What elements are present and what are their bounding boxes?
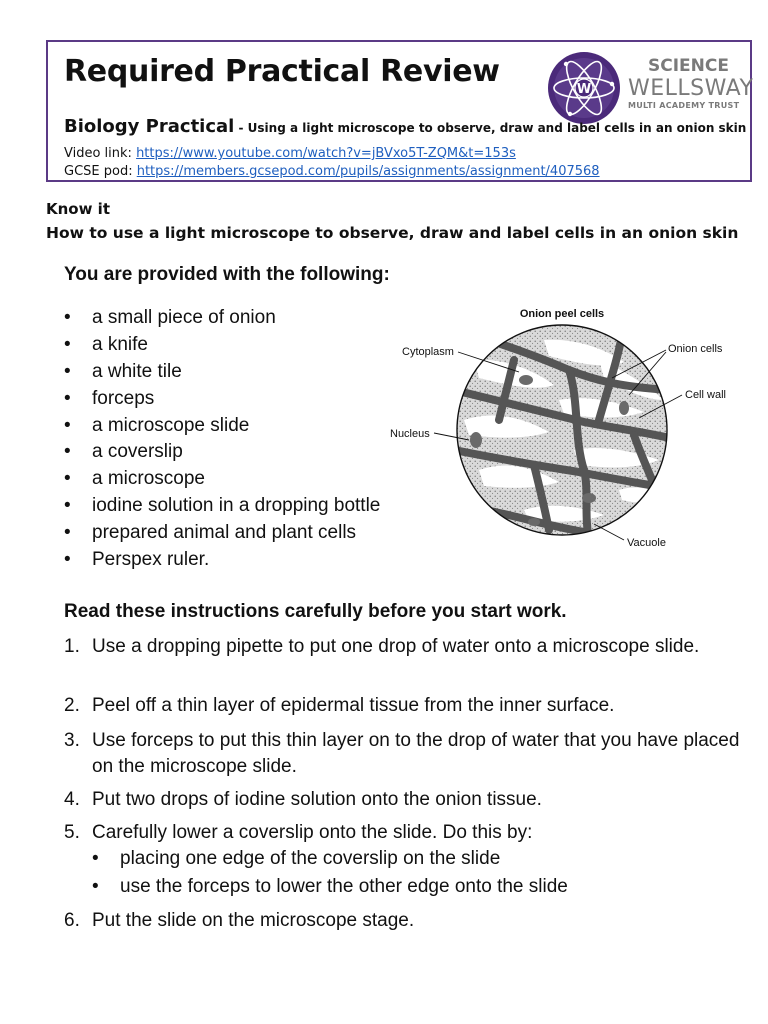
science-wellsway-logo — [546, 50, 754, 126]
list-item — [64, 440, 380, 467]
step-number: 6. — [64, 910, 80, 931]
gcse-link-line — [64, 164, 600, 179]
label-onion-cells: Onion cells — [668, 343, 723, 355]
bullet: • — [64, 468, 71, 490]
provided-list — [64, 306, 380, 575]
step-number: 5. — [64, 822, 80, 843]
list-item-text: a coverslip — [92, 441, 183, 463]
list-item — [64, 467, 380, 494]
know-it-description: How to use a light microscope to observe, draw and label cells in an onion skin — [46, 224, 739, 242]
gcse-pod-link[interactable]: https://members.gcsepod.com/pupils/assignments/assignment/407568 — [136, 164, 600, 179]
sub-item-text: placing one edge of the coverslip on the slide — [120, 848, 501, 869]
bullet: • — [64, 495, 71, 517]
bullet: • — [64, 333, 71, 355]
step-text: Use a dropping pipette to put one drop of water onto a microscope slide. — [92, 636, 700, 657]
onion-cells-diagram — [384, 300, 768, 560]
logo-wellsway: WELLSWAY — [628, 76, 754, 101]
step-5-sub-item-1 — [92, 848, 500, 870]
step-text: Use forceps to put this thin layer on to the drop of water that you have placed on the microscope slide. — [92, 730, 740, 777]
list-item — [64, 521, 380, 548]
logo-trust: MULTI ACADEMY TRUST — [628, 101, 740, 110]
cell-view — [454, 320, 679, 540]
list-item — [64, 387, 380, 414]
list-item-text: a white tile — [92, 360, 182, 382]
bullet: • — [92, 848, 99, 869]
list-item-text: a small piece of onion — [92, 307, 276, 328]
bullet: • — [64, 549, 71, 571]
step-text: Put the slide on the microscope stage. — [92, 910, 415, 931]
step-number: 4. — [64, 789, 80, 810]
bullet: • — [64, 387, 71, 409]
step-number: 2. — [64, 695, 80, 716]
badge-letter: W — [576, 82, 592, 97]
list-item — [64, 548, 380, 575]
step-number: 3. — [64, 730, 80, 751]
list-item-text: iodine solution in a dropping bottle — [92, 495, 381, 517]
list-item — [64, 306, 380, 333]
logo-text — [628, 56, 753, 110]
provided-heading: You are provided with the following: — [64, 264, 390, 285]
step-5-sub-item-2 — [92, 876, 568, 898]
bullet: • — [92, 876, 99, 897]
header-box — [46, 40, 752, 182]
diagram-title: Onion peel cells — [519, 308, 605, 320]
bullet: • — [64, 414, 71, 436]
bullet: • — [64, 307, 71, 328]
atom-logo-icon — [546, 50, 624, 126]
bullet: • — [64, 360, 71, 382]
bullet: • — [64, 441, 71, 463]
step-text: Peel off a thin layer of epidermal tissue from the inner surface. — [92, 695, 615, 716]
list-item — [64, 333, 380, 360]
step-text: Put two drops of iodine solution onto the onion tissue. — [92, 789, 542, 810]
logo-science: SCIENCE — [648, 56, 729, 76]
instructions-heading: Read these instructions carefully before you start work. — [64, 601, 567, 622]
list-item-text: prepared animal and plant cells — [92, 522, 357, 544]
video-link-label: Video link: — [64, 146, 137, 161]
subtitle-line — [64, 116, 746, 137]
gcse-link-label: GCSE pod: — [64, 164, 137, 179]
video-link-line — [64, 146, 516, 161]
label-nucleus: Nucleus — [390, 428, 430, 440]
bullet: • — [64, 522, 71, 544]
list-item — [64, 360, 380, 387]
page-title: Required Practical Review — [64, 54, 500, 89]
list-item-text: Perspex ruler. — [92, 549, 210, 571]
list-item-text: a knife — [92, 333, 148, 355]
step-text: Carefully lower a coverslip onto the slide. Do this by: — [92, 822, 533, 843]
subtitle-main: Biology Practical — [64, 116, 235, 137]
list-item-text: a microscope slide — [92, 414, 250, 436]
list-item-text: forceps — [92, 387, 155, 409]
know-it-heading: Know it — [46, 200, 110, 218]
list-item — [64, 414, 380, 441]
step-number: 1. — [64, 636, 80, 657]
label-cytoplasm: Cytoplasm — [402, 346, 454, 358]
video-link[interactable]: https://www.youtube.com/watch?v=jBVxo5T-ZQM&t=153s — [136, 146, 516, 161]
subtitle-description: - Using a light microscope to observe, draw and label cells in an onion skin — [234, 121, 747, 135]
label-cell-wall: Cell wall — [685, 389, 726, 401]
list-item — [64, 494, 380, 521]
label-vacuole: Vacuole — [627, 537, 666, 549]
list-item-text: a microscope — [92, 468, 205, 490]
sub-item-text: use the forceps to lower the other edge onto the slide — [120, 876, 568, 897]
